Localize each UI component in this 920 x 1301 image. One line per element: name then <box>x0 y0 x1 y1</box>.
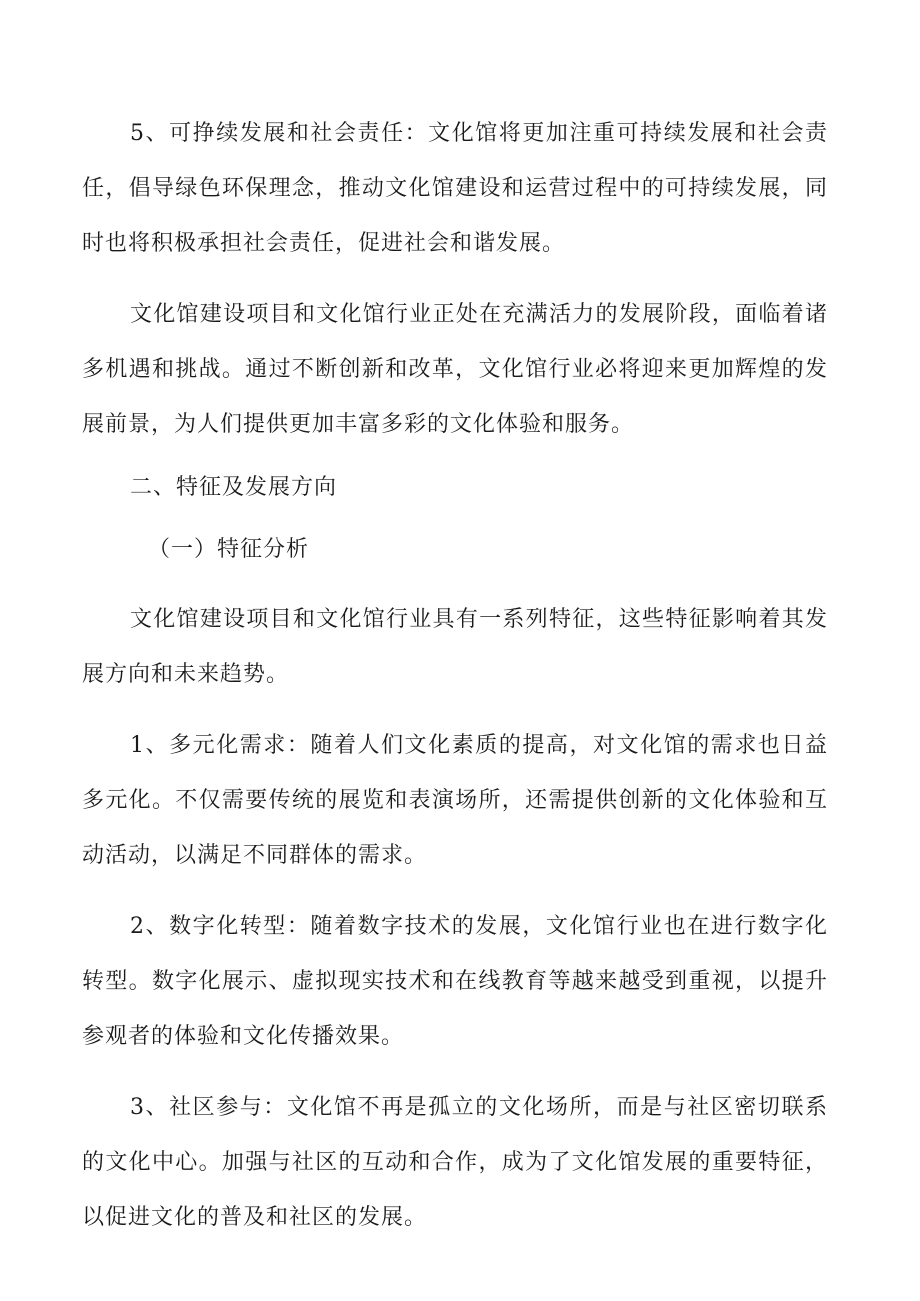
subsection-heading: （一）特征分析 <box>148 537 310 562</box>
paragraph-digital-transformation: 2、数字化转型：随着数字技术的发展，文化馆行业也在进行数字化转型。数字化展示、虚拟现实技术和在线教育等越来越受到重视，以提升参观者的体验和文化传播效果。 <box>82 914 828 1049</box>
section-heading: 二、特征及发展方向 <box>130 475 338 500</box>
paragraph-diverse-demand: 1、多元化需求：随着人们文化素质的提高，对文化馆的需求也日益多元化。不仅需要传统的展览和表演场所，还需提供创新的文化体验和互动活动，以满足不同群体的需求。 <box>82 733 828 868</box>
document-body <box>82 106 828 1261</box>
paragraph-features-intro: 文化馆建设项目和文化馆行业具有一系列特征，这些特征影响着其发展方向和未来趋势。 <box>82 607 828 687</box>
paragraph-sustainability: 5、可挣续发展和社会责任：文化馆将更加注重可持续发展和社会责任，倡导绿色环保理念，推动文化馆建设和运营过程中的可持续发展，同时也将积极承担社会责任，促进社会和谐发展。 <box>82 121 828 256</box>
paragraph-industry-outlook: 文化馆建设项目和文化馆行业正处在充满活力的发展阶段，面临着诸多机遇和挑战。通过不断创新和改革，文化馆行业必将迎来更加辉煌的发展前景，为人们提供更加丰富多彩的文化体验和服务。 <box>82 302 828 437</box>
paragraph-community-participation: 3、社区参与：文化馆不再是孤立的文化场所，而是与社区密切联系的文化中心。加强与社区的互动和合作，成为了文化馆发展的重要特征，以促进文化的普及和社区的发展。 <box>82 1095 828 1230</box>
